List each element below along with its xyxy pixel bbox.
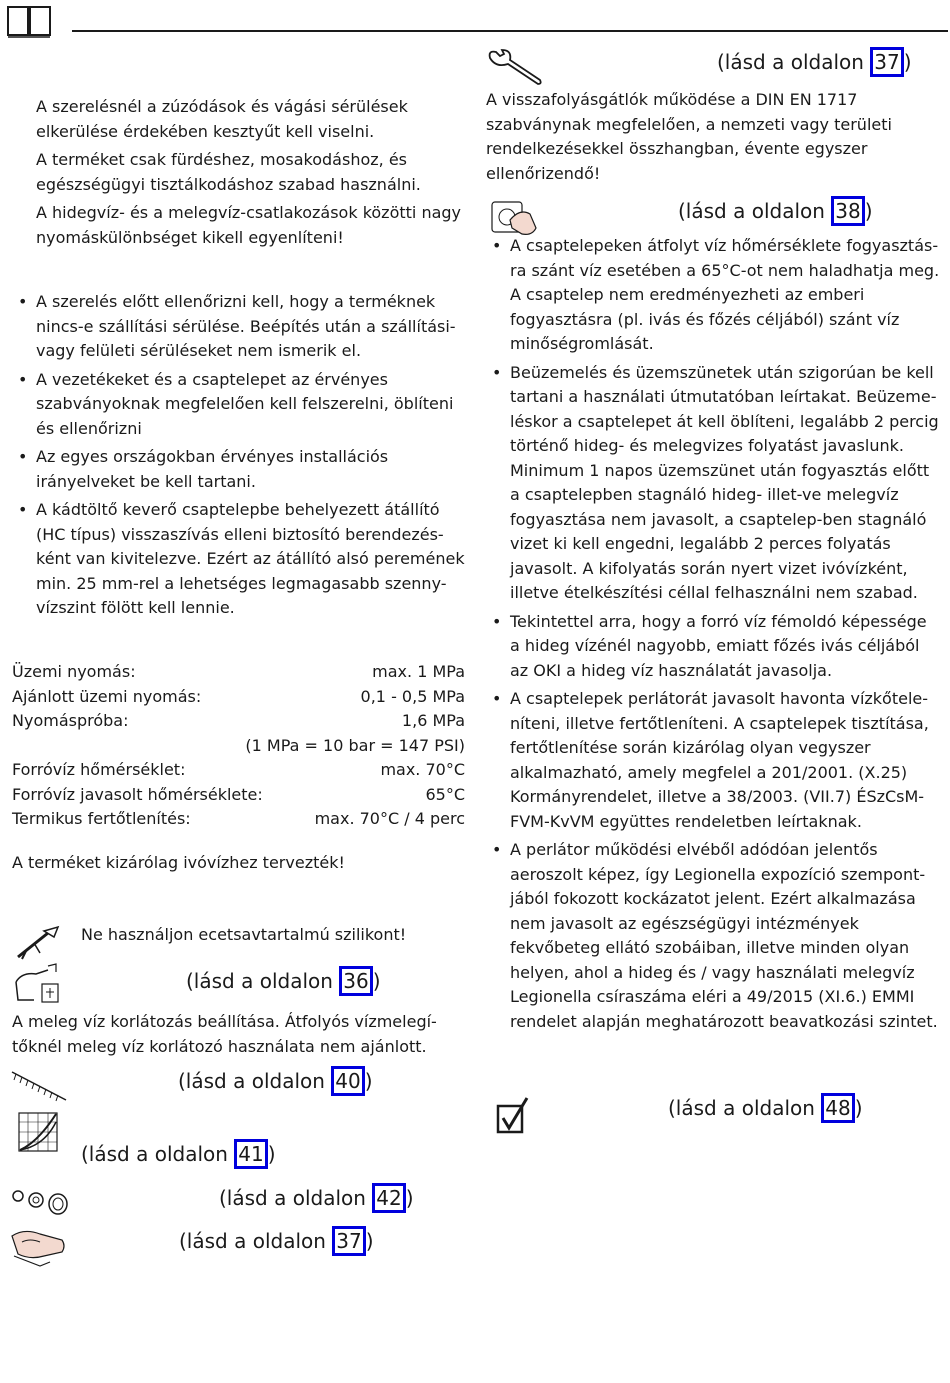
drinking-water-note: A terméket kizárólag ivóvízhez tervezték! <box>12 853 345 872</box>
page-link[interactable]: 48 <box>821 1093 854 1123</box>
checkbox-icon <box>496 1096 530 1134</box>
page-link[interactable]: 42 <box>372 1183 405 1213</box>
spec-row: Termikus fertőtlenítés: max. 70°C / 4 perc <box>12 809 465 828</box>
silicone-warning-text: Ne használjon ecetsavtartalmú szilikont! <box>81 925 407 944</box>
silicone-gun-icon <box>14 925 62 961</box>
header-rule <box>72 30 948 32</box>
page-link[interactable]: 41 <box>234 1139 267 1169</box>
list-item: • Tekintettel arra, hogy a forró víz fémoldó képessége a hideg vízénél nagyobb, emiatt főzés ivás céljából az OKI a hideg víz használatát javasolja. <box>486 610 941 684</box>
scale-icon <box>10 1068 68 1104</box>
adjust-hand-icon <box>12 962 62 1006</box>
wrench-icon <box>486 48 544 86</box>
safety-pressure-text: A hidegvíz- és a melegvíz-csatlakozások közötti nagy nyomáskülönbséget kikell egyenlíteni! <box>36 203 462 247</box>
safety-usage-text: A terméket csak fürdéshez, mosakodáshoz, és egészségügyi tisztálkodáshoz szabad használni. <box>36 150 421 194</box>
list-item: • A kádtöltő keverő csaptelepbe behelyezett átállító (HC típus) visszaszívás elleni biztosító berendezés-ként van kivitelezve. Ezért az átállító alsó peremének min. 25 mm-rel a lehetséges legmagasabb szenny-vízszint fölött kell lennie. <box>12 498 465 621</box>
list-item: • Az egyes országokban érvényes installációs irányelveket be kell tartani. <box>12 445 465 494</box>
list-item: • A csaptelepeken átfolyt víz hőmérséklete fogyasztás-ra szánt víz esetében a 65°C-ot nem haladhatja meg. A csaptelep nem eredményezheti az emberi fogyasztásra (pl. ivás és főzés céljából) szánt víz minőségromlását. <box>486 234 941 357</box>
ref-check: (lásd a oldalon 48 ) <box>668 1093 863 1123</box>
cleaning-hand-icon <box>10 1226 68 1268</box>
spec-row: Üzemi nyomás: max. 1 MPa <box>12 662 465 681</box>
hand-switch-icon <box>490 198 540 238</box>
ref-parts: (lásd a oldalon 42 ) <box>219 1183 414 1213</box>
ref-adjust: (lásd a oldalon 36 ) <box>186 966 381 996</box>
ref-scale: (lásd a oldalon 40 ) <box>178 1066 373 1096</box>
spec-row: Forróvíz javasolt hőmérséklete: 65°C <box>12 784 465 804</box>
parts-icon <box>10 1186 70 1216</box>
specs-table <box>12 660 465 832</box>
ref-hand-switch: (lásd a oldalon 38 ) <box>678 196 873 226</box>
install-list <box>12 290 465 625</box>
page-link[interactable]: 37 <box>870 47 903 77</box>
spec-row: Forróvíz hőmérséklet: max. 70°C <box>12 760 465 779</box>
list-item: • A szerelés előtt ellenőrizni kell, hogy a terméknek nincs-e szállítási sérülése. Beépítés után a szállítási- vagy felületi sérüléseket nem ismerik el. <box>12 290 465 364</box>
spec-row: (1 MPa = 10 bar = 147 PSI) <box>245 735 465 755</box>
page-link[interactable]: 40 <box>331 1066 364 1096</box>
safety-section <box>12 95 465 250</box>
hygiene-list <box>486 234 941 1038</box>
safety-gloves-text: A szerelésnél a zúzódások és vágási sérülések elkerülése érdekében kesztyűt kell viselni. <box>36 97 408 141</box>
hot-water-limit-text: A meleg víz korlátozás beállítása. Átfolyós vízmelegí-tőknél meleg víz korlátozó használata nem ajánlott. <box>12 1012 437 1056</box>
ref-cleaning: (lásd a oldalon 37 ) <box>179 1226 374 1256</box>
ref-wrench: (lásd a oldalon 37 ) <box>717 47 912 77</box>
page-link[interactable]: 36 <box>339 966 372 996</box>
book-icon <box>6 4 52 38</box>
page-link[interactable]: 37 <box>332 1226 365 1256</box>
page-link[interactable]: 38 <box>831 196 864 226</box>
list-item: • A vezetékeket és a csaptelepet az érvényes szabványoknak megfelelően kell felszerelni, öblíteni és ellenőrizni <box>12 368 465 442</box>
backflow-text: A visszafolyásgátlók működése a DIN EN 1717 szabványnak megfelelően, a nemzeti vagy területi rendelkezésekkel összhangban, évente egyszer ellenőrizendő! <box>486 90 892 183</box>
list-item: • Beüzemelés és üzemszünetek után szigorúan be kell tartani a használati útmutatóban leírtakat. Beüzeme-léskor a csaptelepet át kell öblíteni, legalább 2 percig történő hideg- és melegvizes folyatást javaslunk. Minimum 1 napos üzemszünet után fogyasztás előtt a csaptelepben stagnáló hideg- illet-ve melegvíz fogyasztása nem javasolt, a csaptelep-ben stagnáló vizet ki kell engedni, legalább 2 perces folyatás javasolt. A kifolyatás során nyert vizet ivóvízként, illetve ételkészítési céllal felhasználni nem szabad. <box>486 361 941 606</box>
list-item: • A csaptelepek perlátorát javasolt havonta vízkőtele-níteni, illetve fertőtleníteni. A csaptelepek tisztítása, fertőtlenítése során kizárólag olyan vegyszer alkalmazható, amely megfelel a 201/2001. (X.25) Kormányrendelet, illetve a 38/2003. (VII.7) ÉSzCsM-FVM-KvVM együttes rendeletben leírtaknak. <box>486 687 941 834</box>
spec-row: Nyomáspróba: 1,6 MPa <box>12 711 465 730</box>
list-item: • A perlátor működési elvéből adódóan jelentős aeroszolt képez, így Legionella expozíció szempont-jából fokozott kockázatot jelent. Ezért alkalmazása nem javasolt az egészségügyi intézmények fekvőbeteg ellátó szobáiban, illetve minden olyan helyen, ahol a hideg és / vagy használati melegvíz Legionella csíraszáma eléri a 49/2015 (XI.6.) EMMI rendelet alapján meghatározott beavatkozási szintet. <box>486 838 941 1034</box>
graph-icon <box>18 1112 58 1152</box>
ref-graph: (lásd a oldalon 41 ) <box>81 1139 276 1169</box>
spec-row: Ajánlott üzemi nyomás: 0,1 - 0,5 MPa <box>12 686 465 706</box>
